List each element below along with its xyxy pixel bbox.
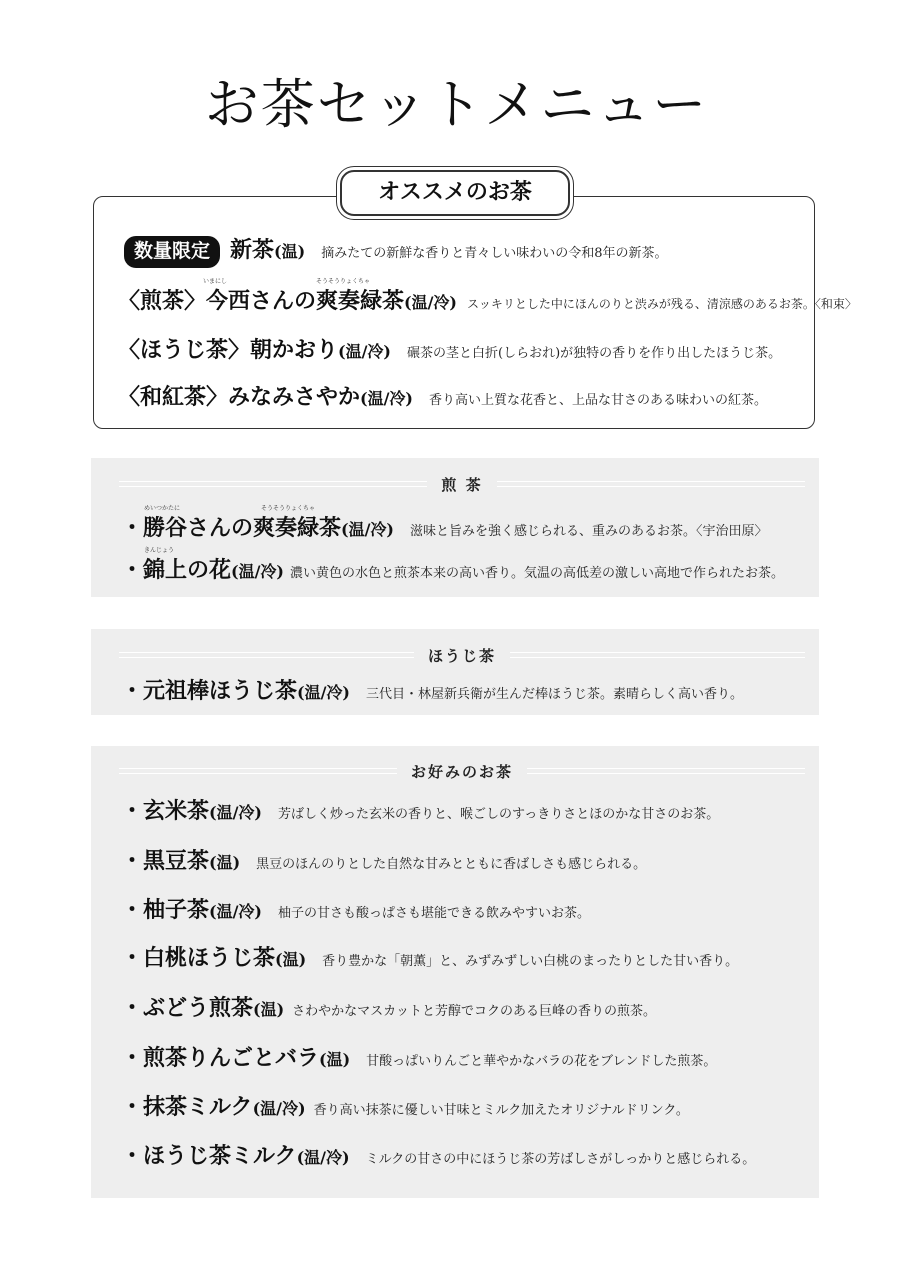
menu-item	[118, 284, 857, 315]
item-name: ・抹茶ミルク	[121, 1094, 253, 1120]
divider	[527, 768, 805, 774]
item-name: ・元祖棒ほうじ茶	[121, 678, 298, 704]
divider	[119, 768, 397, 774]
favorites-section	[91, 746, 819, 1198]
item-temp: (温/冷)	[231, 562, 285, 581]
item-desc: さわやかなマスカットと芳醇でコクのある巨峰の香りの煎茶。	[292, 1004, 657, 1019]
item-desc: 芳ばしく炒った玄米の香りと、喉ごしのすっきりさとほのかな甘さのお茶。	[278, 807, 720, 822]
menu-item	[124, 233, 667, 268]
item-desc: 香り高い抹茶に優しい甘味とミルク加えたオリジナルドリンク。	[313, 1103, 689, 1118]
section-heading	[119, 761, 805, 781]
item-desc: スッキリとした中にほんのりと渋みが残る、清涼感のあるお茶。〈和束〉	[467, 297, 857, 311]
menu-item	[118, 380, 767, 411]
sencha-section	[91, 458, 819, 597]
item-desc: 香り豊かな「朝薫」と、みずみずしい白桃のまったりとした甘い香り。	[322, 954, 739, 969]
menu-item	[118, 333, 781, 364]
item-name: ・黒豆茶	[121, 848, 210, 874]
page-title: お茶セットメニュー	[204, 73, 709, 136]
item-desc: 摘みたての新鮮な香りと青々しい味わいの令和8年の新茶。	[321, 246, 668, 261]
item-desc: 黒豆のほんのりとした自然な甘みとともに香ばしさも感じられる。	[256, 857, 647, 872]
divider	[510, 652, 805, 658]
menu-item	[121, 1139, 755, 1170]
item-temp: (温/冷)	[341, 520, 395, 539]
item-desc: 甘酸っぱいりんごと華やかなバラの花をブレンドした煎茶。	[366, 1054, 717, 1069]
section-heading	[119, 645, 805, 665]
item-temp: (温)	[319, 1050, 351, 1069]
ruby-reading: そうそうりょくちゃ	[261, 505, 316, 512]
limited-badge: 数量限定	[124, 236, 220, 268]
item-desc: 香り高い上質な花香と、上品な甘さのある味わいの紅茶。	[429, 393, 768, 408]
ruby-reading: いまにし	[203, 278, 228, 285]
item-temp: (温/冷)	[297, 683, 351, 702]
recommended-label: オススメのお茶	[340, 170, 570, 216]
item-name: ・ほうじ茶ミルク	[121, 1143, 297, 1169]
item-temp: (温)	[253, 1000, 285, 1019]
menu-item	[121, 553, 784, 584]
ruby-reading: めいつかたに	[144, 505, 181, 512]
item-name: ・玄米茶	[121, 798, 210, 824]
item-name: ・勝谷さんの爽奏緑茶	[121, 515, 342, 541]
item-temp: (温/冷)	[296, 1148, 350, 1167]
item-name: ・柚子茶	[121, 897, 210, 923]
item-temp: (温/冷)	[252, 1099, 306, 1118]
houjicha-section	[91, 629, 819, 715]
item-temp: (温/冷)	[209, 902, 263, 921]
menu-item	[121, 941, 738, 972]
item-desc: 柚子の甘さも酸っぱさも堪能できる飲みやすいお茶。	[278, 906, 591, 921]
item-name: ・錦上の花	[121, 557, 232, 583]
section-heading	[119, 474, 805, 494]
section-title: お好みのお茶	[411, 762, 514, 781]
menu-item	[121, 674, 743, 705]
item-temp: (温/冷)	[338, 342, 392, 361]
item-name: 〈和紅茶〉みなみさやか	[118, 384, 361, 410]
item-temp: (温/冷)	[404, 293, 458, 312]
item-name: 〈ほうじ茶〉朝かおり	[118, 337, 339, 363]
item-name: 新茶	[230, 237, 275, 263]
item-temp: (温/冷)	[209, 803, 263, 822]
menu-item	[121, 1041, 716, 1072]
menu-item	[121, 511, 768, 542]
item-desc: 碾茶の茎と白折(しらおれ)が独特の香りを作り出したほうじ茶。	[407, 346, 782, 361]
item-temp: (温)	[275, 950, 307, 969]
item-name: 〈煎茶〉今西さんの爽奏緑茶	[118, 288, 405, 314]
item-desc: ミルクの甘さの中にほうじ茶の芳ばしさがしっかりと感じられる。	[365, 1152, 756, 1167]
ruby-reading: そうそうりょくちゃ	[316, 278, 371, 285]
item-desc: 三代目・林屋新兵衛が生んだ棒ほうじ茶。素晴らしく高い香り。	[366, 687, 744, 702]
menu-item	[121, 844, 646, 875]
section-title: ほうじ茶	[428, 646, 497, 665]
menu-item	[121, 991, 656, 1022]
ruby-reading: きんじょう	[144, 547, 175, 554]
divider	[119, 652, 414, 658]
item-name: ・ぶどう煎茶	[121, 995, 254, 1021]
menu-item	[121, 1090, 689, 1121]
item-name: ・白桃ほうじ茶	[121, 945, 276, 971]
divider	[497, 481, 805, 487]
item-name: ・煎茶りんごとバラ	[121, 1045, 320, 1071]
menu-item	[121, 794, 719, 825]
item-temp: (温)	[274, 242, 306, 261]
item-temp: (温/冷)	[360, 389, 414, 408]
menu-item	[121, 893, 590, 924]
section-title: 煎 茶	[441, 475, 483, 494]
item-desc: 滋味と旨みを強く感じられる、重みのあるお茶。〈宇治田原〉	[410, 524, 768, 539]
item-temp: (温)	[209, 853, 241, 872]
item-desc: 濃い黄色の水色と煎茶本来の高い香り。気温の高低差の激しい高地で作られたお茶。	[290, 566, 785, 581]
divider	[119, 481, 427, 487]
